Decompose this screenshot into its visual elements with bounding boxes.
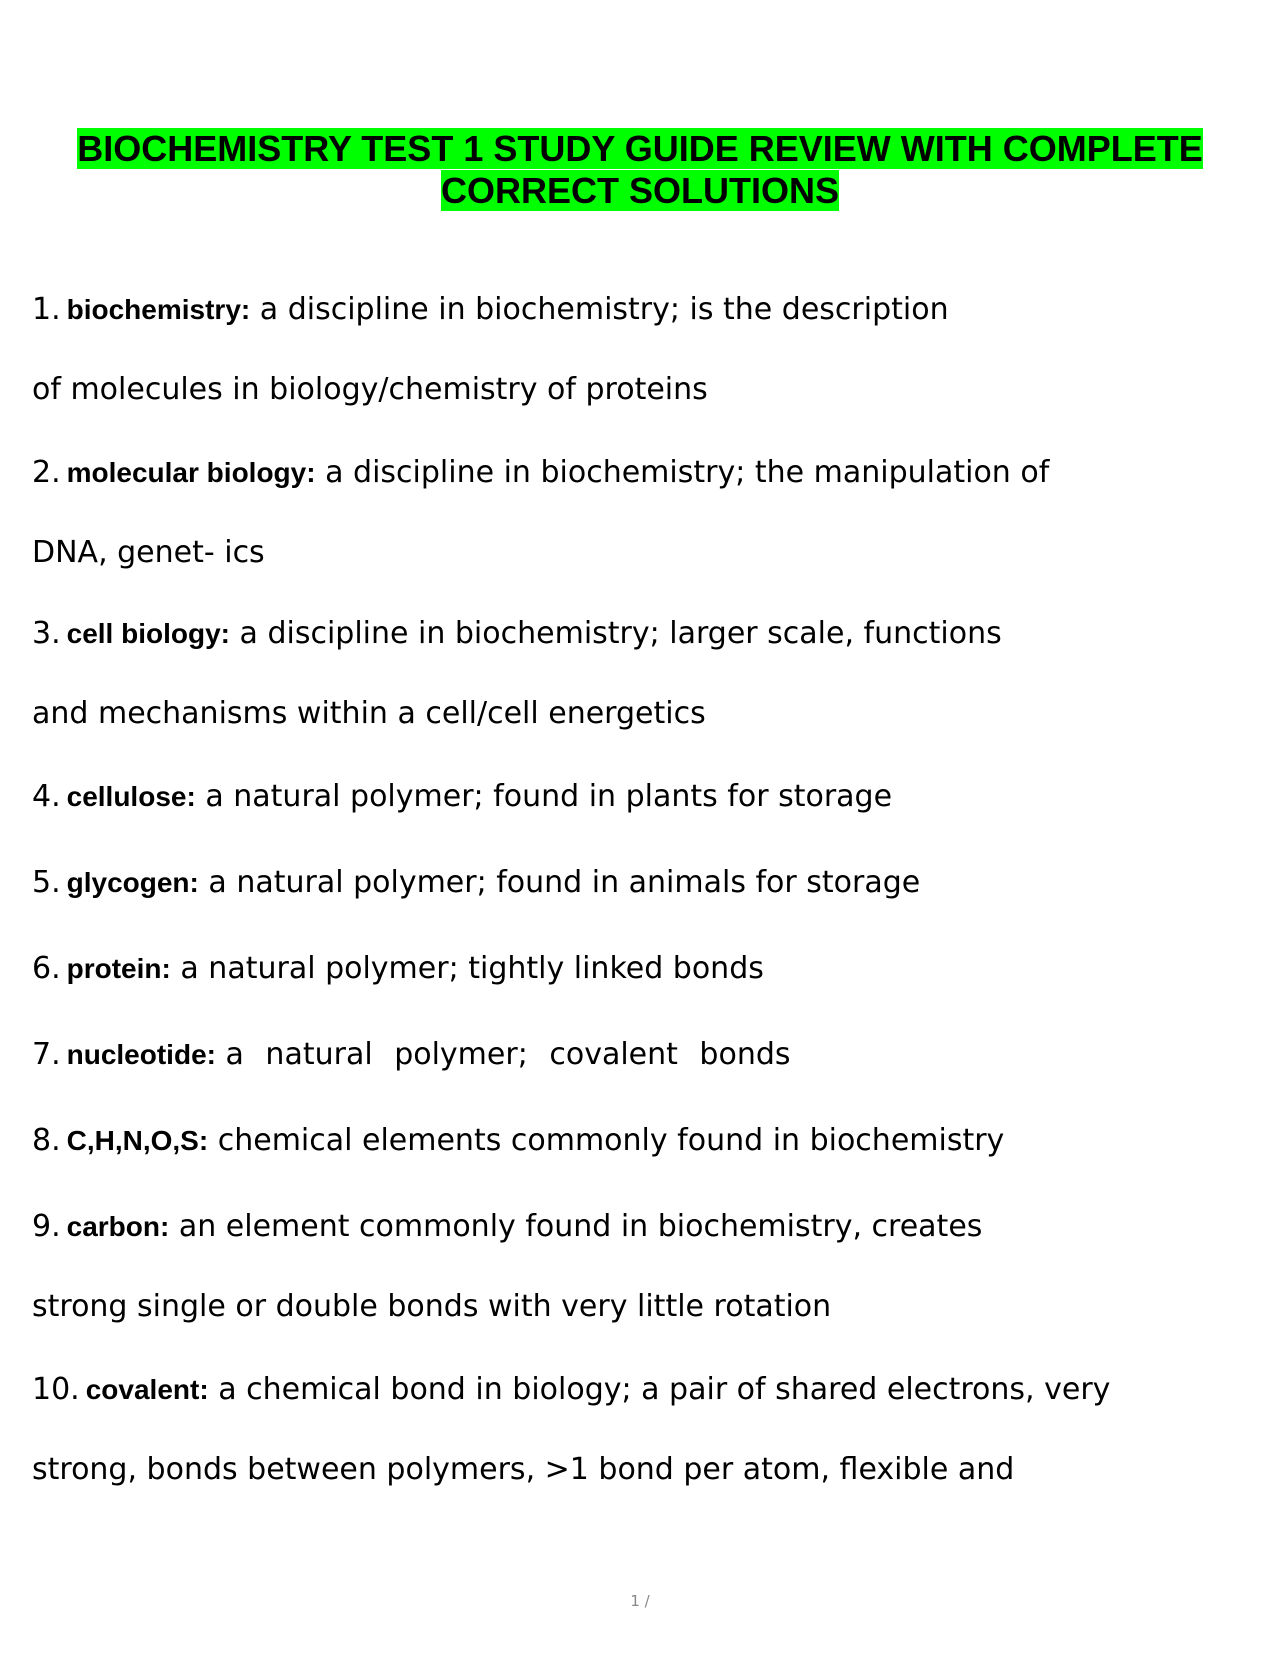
item-number: 6. <box>32 951 61 986</box>
page-indicator: 1 / <box>630 1592 650 1610</box>
item-number: 9. <box>32 1209 61 1244</box>
item-definition: a natural polymer; tightly linked bonds <box>180 951 764 986</box>
list-item <box>32 1370 1110 1410</box>
item-term: molecular biology: <box>66 457 316 488</box>
item-definition: a natural polymer; covalent bonds <box>225 1037 791 1072</box>
item-number: 8. <box>32 1123 61 1158</box>
list-item <box>32 1207 982 1247</box>
item-definition: a discipline in biochemistry; the manipulation of <box>325 455 1050 490</box>
item-definition: a natural polymer; found in animals for storage <box>208 865 921 900</box>
list-item <box>32 1035 791 1075</box>
item-term: nucleotide: <box>66 1039 216 1070</box>
item-continuation: and mechanisms within a cell/cell energetics <box>32 696 706 731</box>
item-number: 2. <box>32 455 61 490</box>
list-item <box>32 453 1049 493</box>
item-number: 7. <box>32 1037 61 1072</box>
item-number: 10. <box>32 1372 80 1407</box>
item-number: 1. <box>32 292 61 327</box>
title-line-2: CORRECT SOLUTIONS <box>440 170 839 211</box>
document-title <box>0 128 1280 212</box>
item-continuation: DNA, genet- ics <box>32 535 265 570</box>
item-number: 3. <box>32 616 61 651</box>
item-definition: a discipline in biochemistry; larger scale, functions <box>239 616 1002 651</box>
item-continuation: of molecules in biology/chemistry of proteins <box>32 372 708 407</box>
item-term: covalent: <box>85 1374 209 1405</box>
item-definition: a natural polymer; found in plants for storage <box>205 779 893 814</box>
item-definition: a chemical bond in biology; a pair of shared electrons, very <box>218 1372 1111 1407</box>
item-term: C,H,N,O,S: <box>66 1125 209 1156</box>
list-item <box>32 949 764 989</box>
list-item <box>32 290 949 330</box>
item-definition: chemical elements commonly found in biochemistry <box>217 1123 1005 1158</box>
item-term: protein: <box>66 953 171 984</box>
item-term: cellulose: <box>66 781 196 812</box>
title-line-1: BIOCHEMISTRY TEST 1 STUDY GUIDE REVIEW WITH COMPLETE <box>77 128 1203 169</box>
item-definition: a discipline in biochemistry; is the description <box>259 292 949 327</box>
item-continuation: strong single or double bonds with very little rotation <box>32 1289 832 1324</box>
list-item <box>32 863 920 903</box>
item-term: carbon: <box>66 1211 170 1242</box>
item-continuation: strong, bonds between polymers, >1 bond per atom, flexible and <box>32 1452 1015 1487</box>
item-term: biochemistry: <box>66 294 251 325</box>
item-term: glycogen: <box>66 867 199 898</box>
item-number: 4. <box>32 779 61 814</box>
item-definition: an element commonly found in biochemistry, creates <box>178 1209 983 1244</box>
list-item <box>32 614 1002 654</box>
item-number: 5. <box>32 865 61 900</box>
list-item <box>32 1121 1004 1161</box>
item-term: cell biology: <box>66 618 230 649</box>
list-item <box>32 777 892 817</box>
